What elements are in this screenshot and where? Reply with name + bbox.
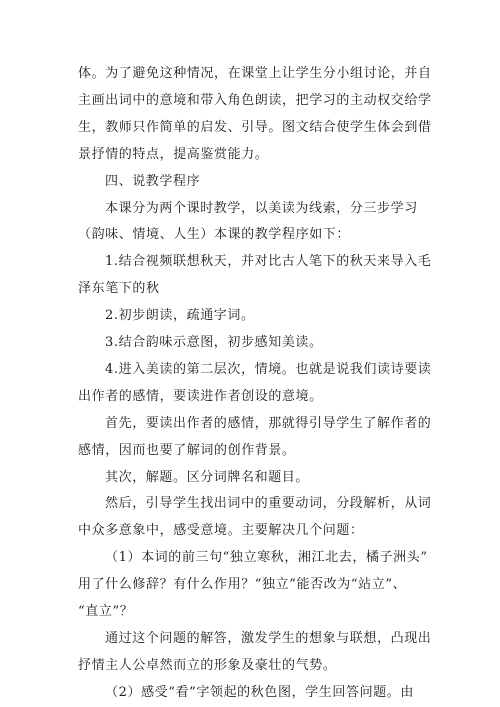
list-item: 3.结合韵味示意图，初步感知美读。 [105, 335, 323, 350]
text-line: 生，教师只作简单的启发、引导。图文结合使学生体会到借 [78, 120, 432, 135]
text-line: 通过这个问题的解答，激发学生的想象与联想，凸现出 [105, 631, 432, 646]
question-item: （1）本词的前三句“独立寒秋，湘江北去，橘子洲头” [105, 550, 428, 565]
question-item: （2）感受“看”字领起的秋色图，学生回答问题。由 [105, 685, 414, 700]
text-line: 感情，因而也要了解词的创作背景。 [78, 443, 296, 458]
text-line: “直立”？ [78, 604, 134, 619]
text-line: 泽东笔下的秋 [78, 281, 160, 296]
text-line: 本课分为两个课时教学，以美读为线索，分三步学习 [105, 201, 418, 216]
text-line: 抒情主人公卓然而立的形象及豪壮的气势。 [78, 658, 337, 673]
list-item: 4.进入美读的第二层次，情境。也就是说我们读诗要读 [105, 362, 432, 377]
list-item: 1.结合视频联想秋天，并对比古人笔下的秋天来导入毛 [105, 254, 432, 269]
text-line: 然后，引导学生找出词中的重要动词，分段解析，从词 [105, 496, 432, 511]
text-line: 中众多意象中，感受意境。主要解决几个问题： [78, 523, 364, 538]
text-line: （韵味、情境、人生）本课的教学程序如下： [78, 227, 351, 242]
section-heading: 四、说教学程序 [105, 174, 201, 189]
text-line: 用了什么修辞？有什么作用？“独立”能否改为“站立”、 [78, 577, 407, 592]
text-line: 出作者的感情，要读进作者创设的意境。 [78, 389, 323, 404]
list-item: 2.初步朗读，疏通字词。 [105, 308, 255, 323]
text-line: 体。为了避免这种情况，在课堂上让学生分小组讨论，并自 [78, 66, 432, 81]
text-line: 首先，要读出作者的感情，那就得引导学生了解作者的 [105, 416, 432, 431]
text-line: 其次，解题。区分词牌名和题目。 [105, 470, 310, 485]
text-line: 景抒情的特点，提高鉴赏能力。 [78, 147, 269, 162]
text-line: 主画出词中的意境和带入角色朗读，把学习的主动权交给学 [78, 93, 432, 108]
